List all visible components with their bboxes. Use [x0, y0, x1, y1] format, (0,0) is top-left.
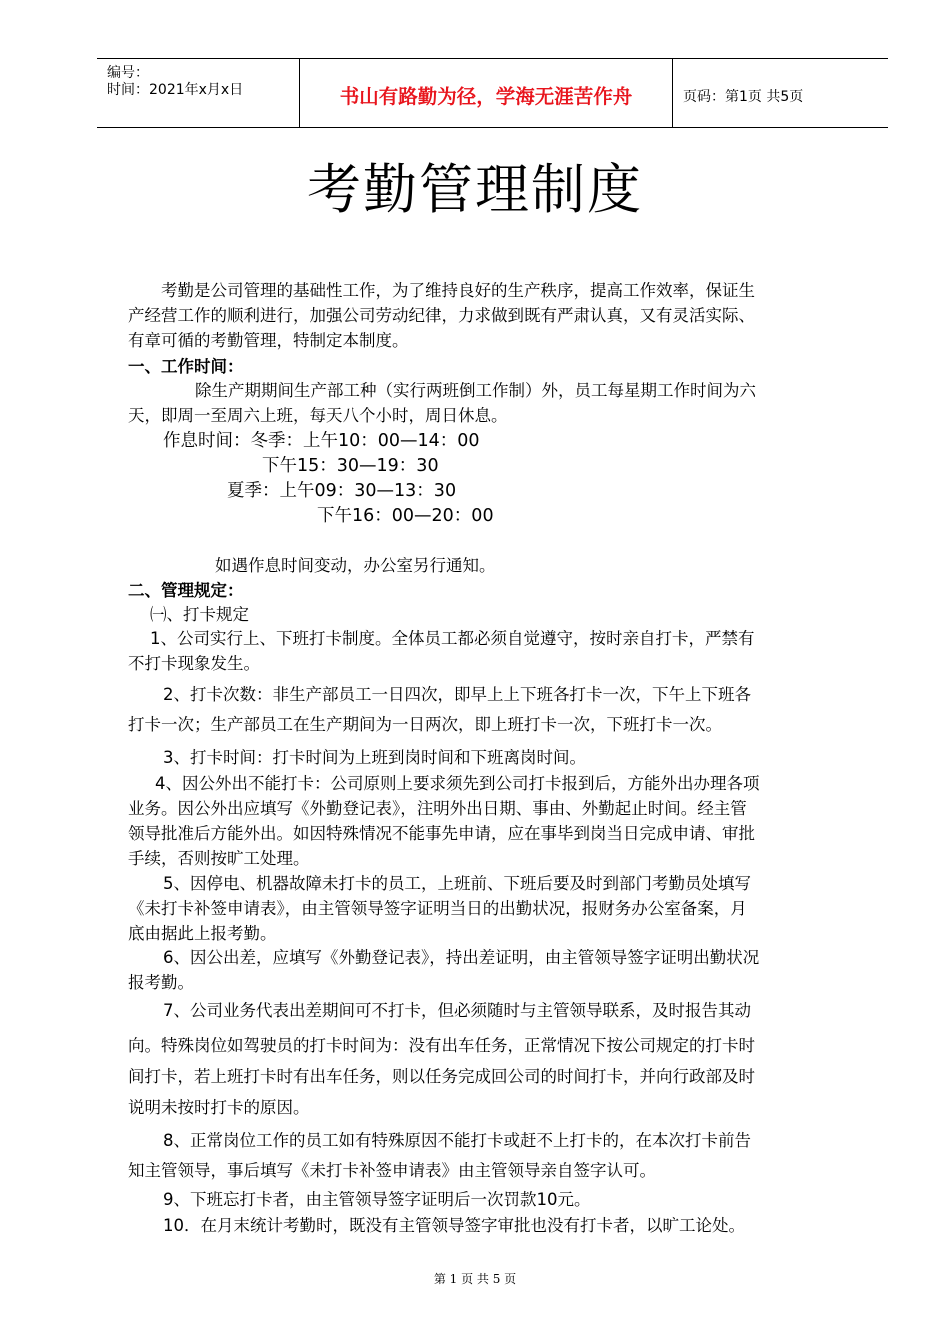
schedule-line: 作息时间：冬季：上午10：00—14：00: [163, 431, 480, 451]
rule-line: 不打卡现象发生。: [128, 654, 260, 673]
rule-line: 报考勤。: [128, 973, 194, 992]
page-footer: 第 1 页 共 5 页: [433, 1272, 517, 1286]
rule-line: 底由据此上报考勤。: [128, 924, 277, 943]
body-line: 如遇作息时间变动，办公室另行通知。: [215, 556, 496, 575]
header-left-cell: [97, 59, 300, 127]
rule-line: 6、因公出差，应填写《外勤登记表》，持出差证明，由主管领导签字证明出勤状况: [163, 948, 760, 967]
intro-line: 有章可循的考勤管理，特制定本制度。: [128, 331, 409, 350]
rule-line: 3、打卡时间：打卡时间为上班到岗时间和下班离岗时间。: [163, 748, 586, 767]
schedule-line: 下午15：30—19：30: [262, 456, 439, 476]
rule-line: 说明未按时打卡的原因。: [128, 1098, 310, 1117]
header-motto-cell: [300, 59, 673, 127]
document-date-label: 时间：2021年x月x日: [107, 82, 244, 98]
rule-line: 4、因公外出不能打卡：公司原则上要求须先到公司打卡报到后，方能外出办理各项: [155, 774, 760, 793]
rule-line: 知主管领导，事后填写《未打卡补签申请表》由主管领导亲自签字认可。: [128, 1161, 656, 1180]
rule-line: 7、公司业务代表出差期间可不打卡，但必须随时与主管领导联系，及时报告其动: [163, 1001, 751, 1020]
rule-line: 2、打卡次数：非生产部员工一日四次，即早上上下班各打卡一次，下午上下班各: [163, 685, 751, 704]
header-page-info: 页码：第1页 共5页: [683, 89, 804, 105]
document-title: 考勤管理制度: [307, 158, 643, 221]
schedule-line: 下午16：00—20：00: [317, 506, 494, 526]
rule-line: 9、下班忘打卡者，由主管领导签字证明后一次罚款10元。: [163, 1190, 591, 1209]
rule-line: 业务。因公外出应填写《外勤登记表》，注明外出日期、事由、外勤起止时间。经主管: [128, 799, 747, 818]
schedule-line: 夏季：上午09：30—13：30: [227, 481, 457, 501]
header-page-cell: [673, 59, 888, 127]
rule-line: 间打卡，若上班打卡时有出车任务，则以任务完成回公司的时间打卡，并向行政部及时: [128, 1067, 755, 1086]
intro-line: 考勤是公司管理的基础性工作，为了维持良好的生产秩序，提高工作效率，保证生: [161, 281, 755, 300]
rule-line: 向。特殊岗位如驾驶员的打卡时间为：没有出车任务，正常情况下按公司规定的打卡时: [128, 1036, 755, 1055]
rule-line: 领导批准后方能外出。如因特殊情况不能事先申请，应在事毕到岗当日完成申请、审批: [128, 824, 755, 843]
document-code-label: 编号：: [107, 65, 149, 81]
rule-line: 10．在月末统计考勤时，既没有主管领导签字审批也没有打卡者，以旷工论处。: [163, 1216, 745, 1235]
body-line: 天，即周一至周六上班，每天八个小时，周日休息。: [128, 406, 508, 425]
section-heading-work-time: 一、工作时间：: [128, 357, 244, 376]
page-header: [97, 58, 888, 128]
body-line: 除生产期期间生产部工种（实行两班倒工作制）外，员工每星期工作时间为六: [195, 381, 756, 400]
rule-line: 《未打卡补签申请表》，由主管领导签字证明当日的出勤状况，报财务办公室备案，月: [128, 899, 747, 918]
rule-line: 1、公司实行上、下班打卡制度。全体员工都必须自觉遵守，按时亲自打卡，严禁有: [150, 629, 755, 648]
header-motto: 书山有路勤为径，学海无涯苦作舟: [339, 85, 633, 108]
rule-line: 打卡一次；生产部员工在生产期间为一日两次，即上班打卡一次，下班打卡一次。: [128, 715, 722, 734]
subsection-heading: ㈠、打卡规定: [150, 605, 249, 624]
rule-line: 手续，否则按旷工处理。: [128, 849, 310, 868]
section-heading-management: 二、管理规定：: [128, 581, 244, 600]
rule-line: 5、因停电、机器故障未打卡的员工，上班前、下班后要及时到部门考勤员处填写: [163, 874, 751, 893]
intro-line: 产经营工作的顺利进行，加强公司劳动纪律，力求做到既有严肃认真，又有灵活实际、: [128, 306, 755, 325]
rule-line: 8、正常岗位工作的员工如有特殊原因不能打卡或赶不上打卡的，在本次打卡前告: [163, 1131, 751, 1150]
